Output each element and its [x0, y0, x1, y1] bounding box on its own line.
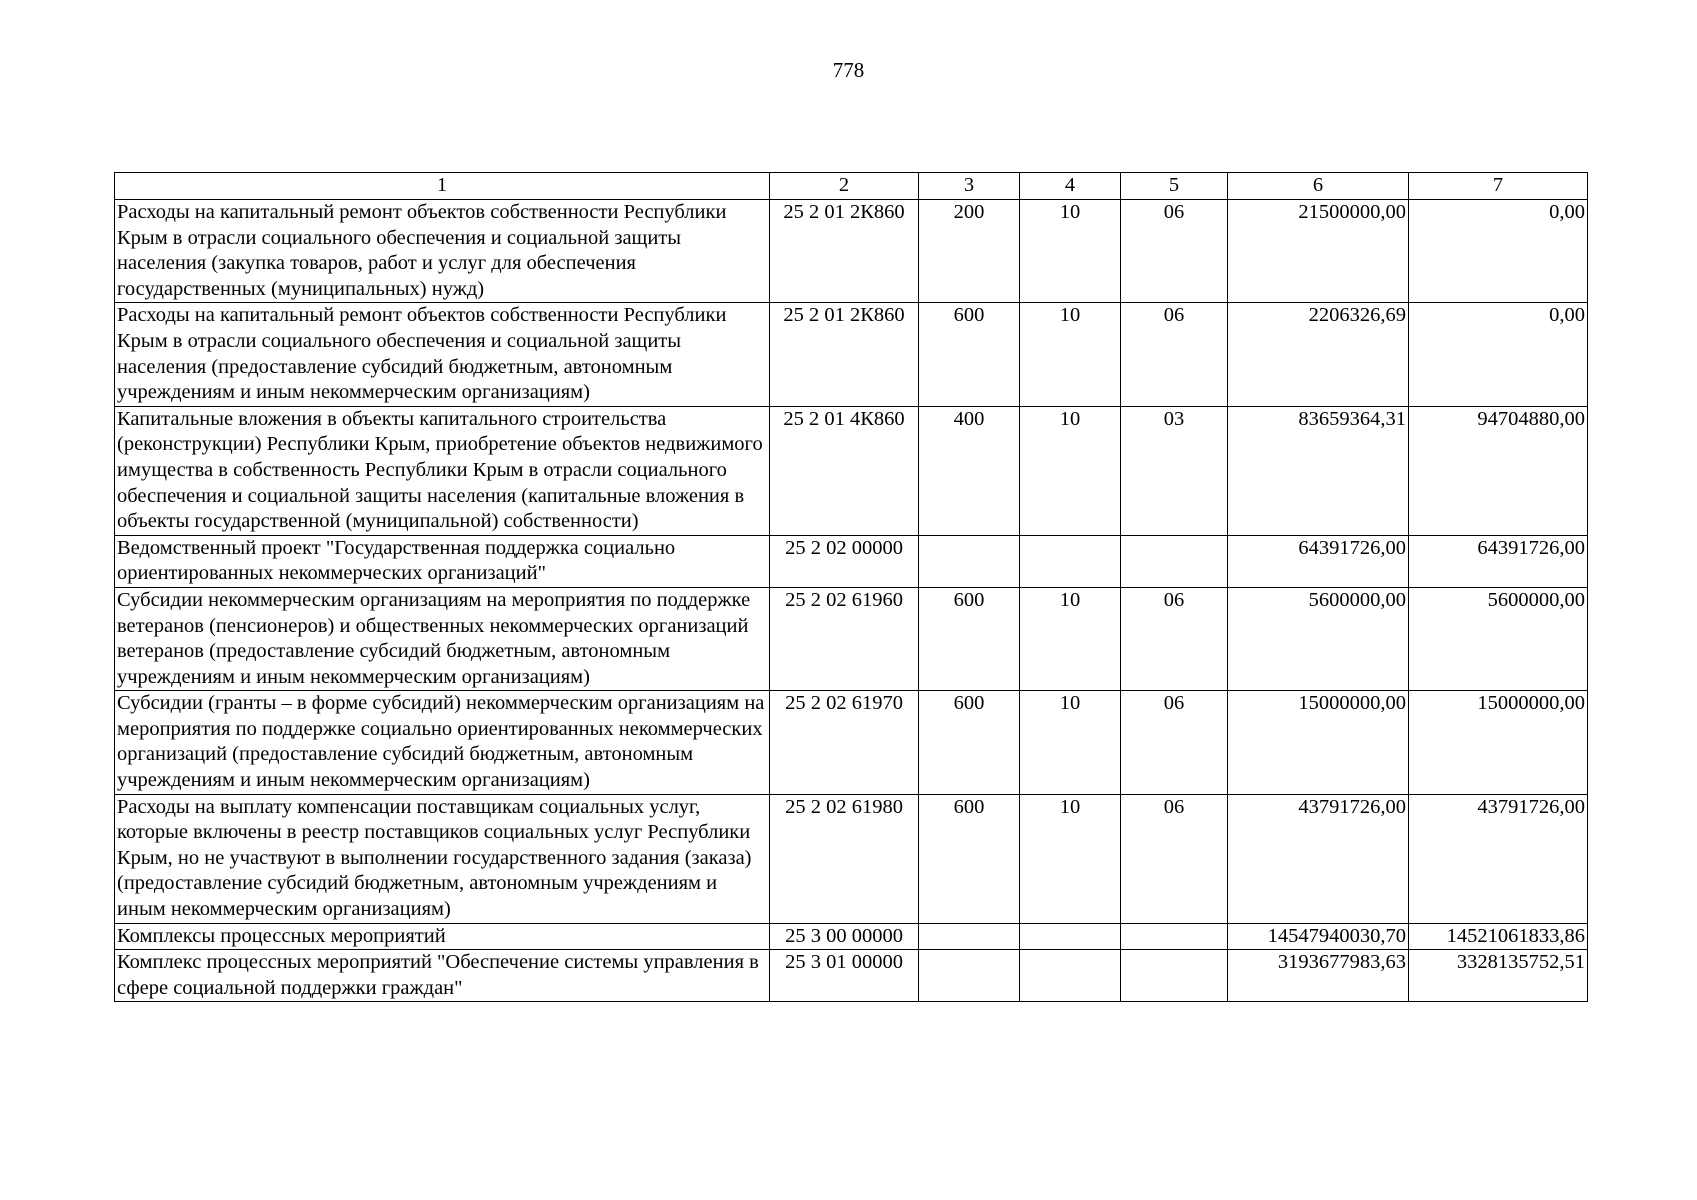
page-number: 778 [832, 58, 865, 82]
row-section-code: 10 [1020, 794, 1121, 923]
row-description: Субсидии (гранты – в форме субсидий) некоммерческим организациям на мероприятия по поддержке социально ориентированных некоммерческих организаций (предоставление субсидий бюджетным, автономным учреждениям и иным некоммерческим организациям) [115, 691, 770, 794]
row-amount-year-1: 15000000,00 [1228, 691, 1409, 794]
column-header: 5 [1121, 173, 1228, 200]
row-section-code: 10 [1020, 303, 1121, 406]
row-subsection-code: 06 [1121, 691, 1228, 794]
row-expense-type-code: 200 [919, 200, 1020, 303]
row-subsection-code: 06 [1121, 303, 1228, 406]
row-expense-type-code: 600 [919, 794, 1020, 923]
row-section-code: 10 [1020, 200, 1121, 303]
budget-table [114, 172, 1588, 1002]
row-target-article-code: 25 2 02 61960 [770, 587, 919, 690]
row-section-code [1020, 535, 1121, 587]
column-header: 1 [115, 173, 770, 200]
row-target-article-code: 25 2 02 61980 [770, 794, 919, 923]
row-description: Расходы на капитальный ремонт объектов собственности Республики Крым в отрасли социального обеспечения и социальной защиты населения (закупка товаров, работ и услуг для обеспечения государственных (муниципальных) нужд) [115, 200, 770, 303]
row-section-code: 10 [1020, 406, 1121, 535]
row-expense-type-code: 600 [919, 303, 1020, 406]
row-amount-year-1: 83659364,31 [1228, 406, 1409, 535]
row-subsection-code: 03 [1121, 406, 1228, 535]
row-subsection-code [1121, 923, 1228, 950]
row-description: Комплексы процессных мероприятий [115, 923, 770, 950]
row-amount-year-2: 15000000,00 [1409, 691, 1588, 794]
table-row [115, 535, 1588, 587]
row-description: Расходы на выплату компенсации поставщикам социальных услуг, которые включены в реестр поставщиков социальных услуг Республики Крым, но не участвуют в выполнении государственного задания (заказа) (предоставление субсидий бюджетным, автономным учреждениям и иным некоммерческим организациям) [115, 794, 770, 923]
row-expense-type-code [919, 923, 1020, 950]
table-row [115, 923, 1588, 950]
row-section-code [1020, 950, 1121, 1002]
row-amount-year-1: 43791726,00 [1228, 794, 1409, 923]
row-amount-year-2: 14521061833,86 [1409, 923, 1588, 950]
row-expense-type-code: 400 [919, 406, 1020, 535]
row-description: Расходы на капитальный ремонт объектов собственности Республики Крым в отрасли социального обеспечения и социальной защиты населения (предоставление субсидий бюджетным, автономным учреждениям и иным некоммерческим организациям) [115, 303, 770, 406]
table-row [115, 303, 1588, 406]
row-target-article-code: 25 2 02 61970 [770, 691, 919, 794]
row-amount-year-2: 0,00 [1409, 200, 1588, 303]
table-row [115, 406, 1588, 535]
row-description: Субсидии некоммерческим организациям на мероприятия по поддержке ветеранов (пенсионеров) и общественных некоммерческих организаций ветеранов (предоставление субсидий бюджетным, автономным учреждениям и иным некоммерческим организациям) [115, 587, 770, 690]
row-amount-year-2: 64391726,00 [1409, 535, 1588, 587]
table-row [115, 691, 1588, 794]
row-amount-year-1: 14547940030,70 [1228, 923, 1409, 950]
row-amount-year-1: 21500000,00 [1228, 200, 1409, 303]
table-row [115, 200, 1588, 303]
row-section-code: 10 [1020, 691, 1121, 794]
row-section-code: 10 [1020, 587, 1121, 690]
row-target-article-code: 25 2 01 2К860 [770, 303, 919, 406]
row-amount-year-1: 2206326,69 [1228, 303, 1409, 406]
row-target-article-code: 25 3 01 00000 [770, 950, 919, 1002]
row-expense-type-code [919, 950, 1020, 1002]
row-amount-year-2: 43791726,00 [1409, 794, 1588, 923]
header-row [115, 173, 1588, 200]
row-target-article-code: 25 3 00 00000 [770, 923, 919, 950]
row-amount-year-1: 3193677983,63 [1228, 950, 1409, 1002]
row-amount-year-2: 3328135752,51 [1409, 950, 1588, 1002]
row-expense-type-code: 600 [919, 587, 1020, 690]
row-expense-type-code [919, 535, 1020, 587]
row-description: Капитальные вложения в объекты капитального строительства (реконструкции) Республики Крым, приобретение объектов недвижимого имущества в собственность Республики Крым в отрасли социального обеспечения и социальной защиты населения (капитальные вложения в объекты государственной (муниципальной) собственности) [115, 406, 770, 535]
row-expense-type-code: 600 [919, 691, 1020, 794]
column-header: 6 [1228, 173, 1409, 200]
row-amount-year-1: 5600000,00 [1228, 587, 1409, 690]
row-amount-year-1: 64391726,00 [1228, 535, 1409, 587]
table-row [115, 587, 1588, 690]
table-row [115, 794, 1588, 923]
column-header: 7 [1409, 173, 1588, 200]
row-subsection-code: 06 [1121, 794, 1228, 923]
row-subsection-code [1121, 950, 1228, 1002]
row-section-code [1020, 923, 1121, 950]
row-subsection-code: 06 [1121, 587, 1228, 690]
row-description: Ведомственный проект "Государственная поддержка социально ориентированных некоммерческих организаций" [115, 535, 770, 587]
column-header: 3 [919, 173, 1020, 200]
row-target-article-code: 25 2 02 00000 [770, 535, 919, 587]
row-subsection-code [1121, 535, 1228, 587]
row-target-article-code: 25 2 01 4К860 [770, 406, 919, 535]
row-target-article-code: 25 2 01 2К860 [770, 200, 919, 303]
table-row [115, 950, 1588, 1002]
row-subsection-code: 06 [1121, 200, 1228, 303]
column-header: 4 [1020, 173, 1121, 200]
row-description: Комплекс процессных мероприятий "Обеспечение системы управления в сфере социальной поддержки граждан" [115, 950, 770, 1002]
column-header: 2 [770, 173, 919, 200]
row-amount-year-2: 0,00 [1409, 303, 1588, 406]
row-amount-year-2: 5600000,00 [1409, 587, 1588, 690]
row-amount-year-2: 94704880,00 [1409, 406, 1588, 535]
